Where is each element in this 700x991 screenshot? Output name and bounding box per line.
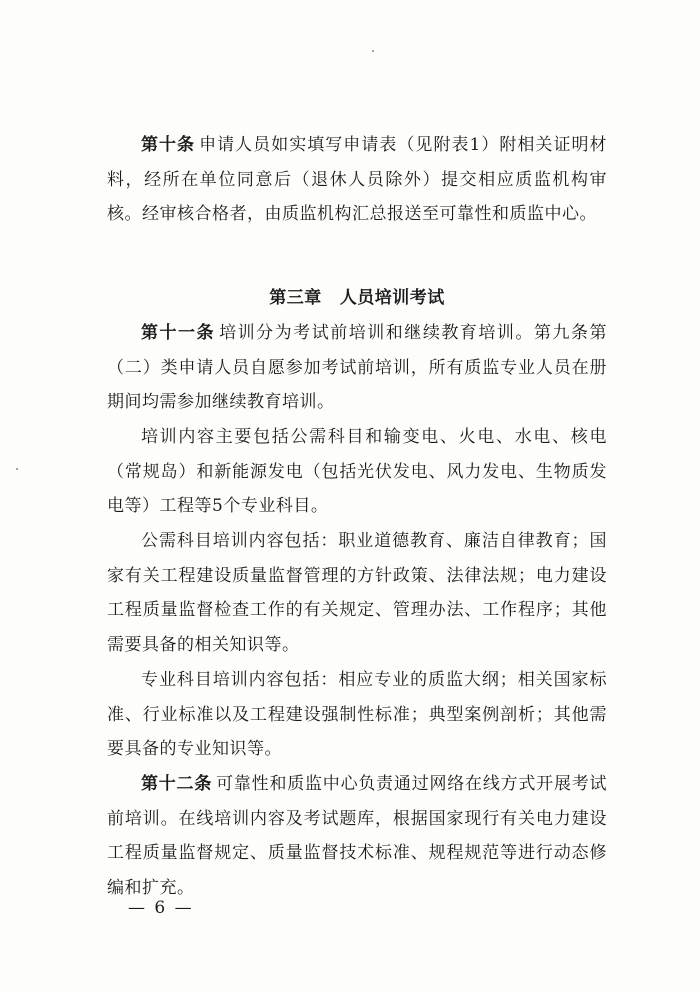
chapter-heading [107,281,607,316]
article-12-number: 第十二条 [141,773,213,794]
article-10-paragraph [107,128,607,232]
training-content-paragraph: 培训内容主要包括公需科目和输变电、火电、水电、核电（常规岛）和新能源发电（包括光伏发电、风力发电、生物质发电等）工程等5个专业科目。 [107,426,607,517]
article-10-number: 第十条 [141,135,196,155]
article-11-text: 培训分为考试前培训和继续教育培训。第九条第（二）类申请人员自愿参加考试前培训，所有质监专业人员在册期间均需参加继续教育培训。 [107,322,608,413]
scan-speck [372,50,374,52]
professional-subjects-paragraph: 专业科目培训内容包括：相应专业的质监大纲；相关国家标准、行业标准以及工程建设强制性标准；典型案例剖析；其他需要具备的专业知识等。 [107,669,607,760]
public-subjects-paragraph: 公需科目培训内容包括：职业道德教育、廉洁自律教育；国家有关工程建设质量监督管理的方针政策、法律法规；电力建设工程质量监督检查工作的有关规定、管理办法、工作程序；其他需要具备的相关知识等。 [107,531,607,656]
article-11-paragraph [107,316,607,420]
scan-speck [16,468,18,470]
chapter-number: 第三章 [269,288,322,309]
page-body [107,128,607,906]
chapter-title: 人员培训考试 [339,288,445,309]
page-number: — 6 — [128,898,194,918]
article-11-number: 第十一条 [141,322,216,343]
article-12-paragraph [107,767,607,906]
article-10-text: 申请人员如实填写申请表（见附表1）附相关证明材料，经所在单位同意后（退休人员除外）提交相应质监机构审核。经审核合格者，由质监机构汇总报送至可靠性和质监中心。 [107,135,607,225]
article-12-text: 可靠性和质监中心负责通过网络在线方式开展考试前培训。在线培训内容及考试题库，根据国家现行有关电力建设工程质量监督规定、质量监督技术标准、规程规范等进行动态修编和扩充。 [107,773,608,899]
